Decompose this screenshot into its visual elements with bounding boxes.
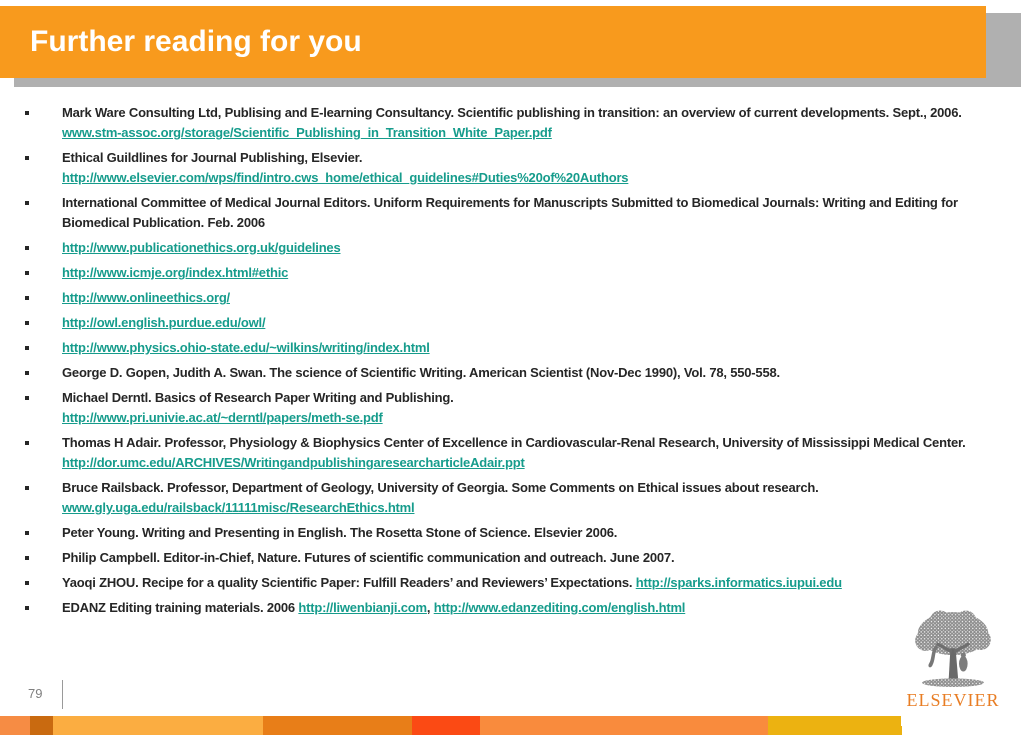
slide-title: Further reading for you — [30, 25, 362, 58]
reference-text — [62, 103, 992, 143]
reference-item — [25, 363, 1000, 383]
bullet-icon — [25, 478, 62, 490]
bullet-icon — [25, 263, 62, 275]
footer-bar-segment — [0, 716, 30, 735]
reference-text-segment: Peter Young. Writing and Presenting in English. The Rosetta Stone of Science. Elsevier 2006. — [62, 525, 618, 540]
bullet-icon — [25, 193, 62, 205]
bullet-icon — [25, 523, 62, 535]
reference-text-segment: Michael Derntl. Basics of Research Paper Writing and Publishing. — [62, 390, 454, 405]
reference-link[interactable]: http://www.pri.univie.ac.at/~derntl/papers/meth-se.pdf — [62, 410, 383, 425]
title-bar — [0, 6, 986, 78]
reference-text — [62, 263, 992, 283]
reference-text — [62, 548, 992, 568]
reference-text — [62, 523, 992, 543]
bullet-icon — [25, 363, 62, 375]
reference-link[interactable]: http://www.publicationethics.org.uk/guidelines — [62, 240, 341, 255]
reference-item — [25, 193, 1000, 233]
bullet-icon — [25, 288, 62, 300]
reference-link[interactable]: http://www.icmje.org/index.html#ethic — [62, 265, 289, 280]
reference-item — [25, 148, 1000, 188]
reference-text — [62, 338, 992, 358]
elsevier-logo — [901, 608, 1005, 726]
reference-text — [62, 193, 992, 233]
reference-item — [25, 103, 1000, 143]
reference-link[interactable]: http://www.physics.ohio-state.edu/~wilkins/writing/index.html — [62, 340, 430, 355]
reference-item — [25, 288, 1000, 308]
bullet-icon — [25, 338, 62, 350]
reference-item — [25, 478, 1000, 518]
reference-text-segment: George D. Gopen, Judith A. Swan. The science of Scientific Writing. American Scientist (Nov-Dec 1990), Vol. 78, 550-558. — [62, 365, 780, 380]
reference-link[interactable]: www.stm-assoc.org/storage/Scientific_Publishing_in_Transition_White_Paper.pdf — [62, 125, 552, 140]
reference-link[interactable]: http://owl.english.purdue.edu/owl/ — [62, 315, 266, 330]
reference-text-segment: Philip Campbell. Editor-in-Chief, Nature. Futures of scientific communication and outreach. June 2007. — [62, 550, 675, 565]
footer-bar-segment — [768, 716, 902, 735]
footer-bar-segment — [263, 716, 412, 735]
footer-bar-segment — [412, 716, 480, 735]
reference-text-segment: , — [426, 600, 434, 615]
reference-link[interactable]: http://dor.umc.edu/ARCHIVES/WritingandpublishingaresearcharticleAdair.ppt — [62, 455, 525, 470]
footer-bar-segment — [480, 716, 768, 735]
reference-text — [62, 363, 992, 383]
reference-text-segment: International Committee of Medical Journal Editors. Uniform Requirements for Manuscripts Submitted to Biomedical Journals: Writing and Editing for Biomedical Publication. Feb. 2006 — [62, 195, 958, 230]
reference-item — [25, 238, 1000, 258]
elsevier-wordmark: ELSEVIER — [906, 690, 1000, 710]
bullet-icon — [25, 388, 62, 400]
reference-text — [62, 598, 992, 618]
bullet-icon — [25, 313, 62, 325]
bullet-icon — [25, 103, 62, 115]
reference-link[interactable]: http://www.elsevier.com/wps/find/intro.cws_home/ethical_guidelines#Duties%20of%20Authors — [62, 170, 629, 185]
reference-link[interactable]: http://sparks.informatics.iupui.edu — [635, 575, 842, 590]
reference-list — [25, 103, 1000, 623]
reference-item — [25, 313, 1000, 333]
bullet-icon — [25, 238, 62, 250]
reference-text — [62, 388, 992, 428]
footer-bar-segment — [53, 716, 263, 735]
page-number: 79 — [28, 686, 43, 701]
bullet-icon — [25, 148, 62, 160]
elsevier-tree-icon — [910, 610, 996, 690]
reference-item — [25, 388, 1000, 428]
reference-item — [25, 598, 1000, 618]
reference-item — [25, 338, 1000, 358]
reference-link[interactable]: www.gly.uga.edu/railsback/11111misc/ResearchEthics.html — [62, 500, 415, 515]
reference-text — [62, 433, 992, 473]
footer-color-bar — [0, 716, 902, 735]
bullet-icon — [25, 433, 62, 445]
bullet-icon — [25, 548, 62, 560]
footer-bar-segment — [30, 716, 53, 735]
reference-text — [62, 288, 992, 308]
reference-text-segment: Thomas H Adair. Professor, Physiology & Biophysics Center of Excellence in Cardiovascular-Renal Research, University of Mississippi Medical Center. — [62, 435, 966, 450]
reference-item — [25, 523, 1000, 543]
page-number-divider — [62, 680, 63, 709]
reference-item — [25, 263, 1000, 283]
reference-text-segment: Ethical Guildlines for Journal Publishing, Elsevier. — [62, 150, 363, 165]
bullet-icon — [25, 573, 62, 585]
reference-text — [62, 148, 992, 188]
reference-link[interactable]: http://liwenbianji.com — [298, 600, 427, 615]
reference-text — [62, 238, 992, 258]
reference-text — [62, 573, 992, 593]
reference-item — [25, 433, 1000, 473]
reference-text-segment: Bruce Railsback. Professor, Department of Geology, University of Georgia. Some Comments on Ethical issues about research. — [62, 480, 819, 495]
reference-text — [62, 478, 992, 518]
reference-text — [62, 313, 992, 333]
reference-link[interactable]: http://www.edanzediting.com/english.html — [433, 600, 686, 615]
reference-text-segment: Mark Ware Consulting Ltd, Publising and E-learning Consultancy. Scientific publishing in transition: an overview of current developments. Sept., 2006. — [62, 105, 962, 120]
reference-item — [25, 573, 1000, 593]
reference-text-segment: EDANZ Editing training materials. 2006 — [62, 600, 299, 615]
reference-link[interactable]: http://www.onlineethics.org/ — [62, 290, 230, 305]
bullet-icon — [25, 598, 62, 610]
reference-item — [25, 548, 1000, 568]
reference-text-segment: Yaoqi ZHOU. Recipe for a quality Scientific Paper: Fulfill Readers’ and Reviewers’ Expectations. — [62, 575, 636, 590]
